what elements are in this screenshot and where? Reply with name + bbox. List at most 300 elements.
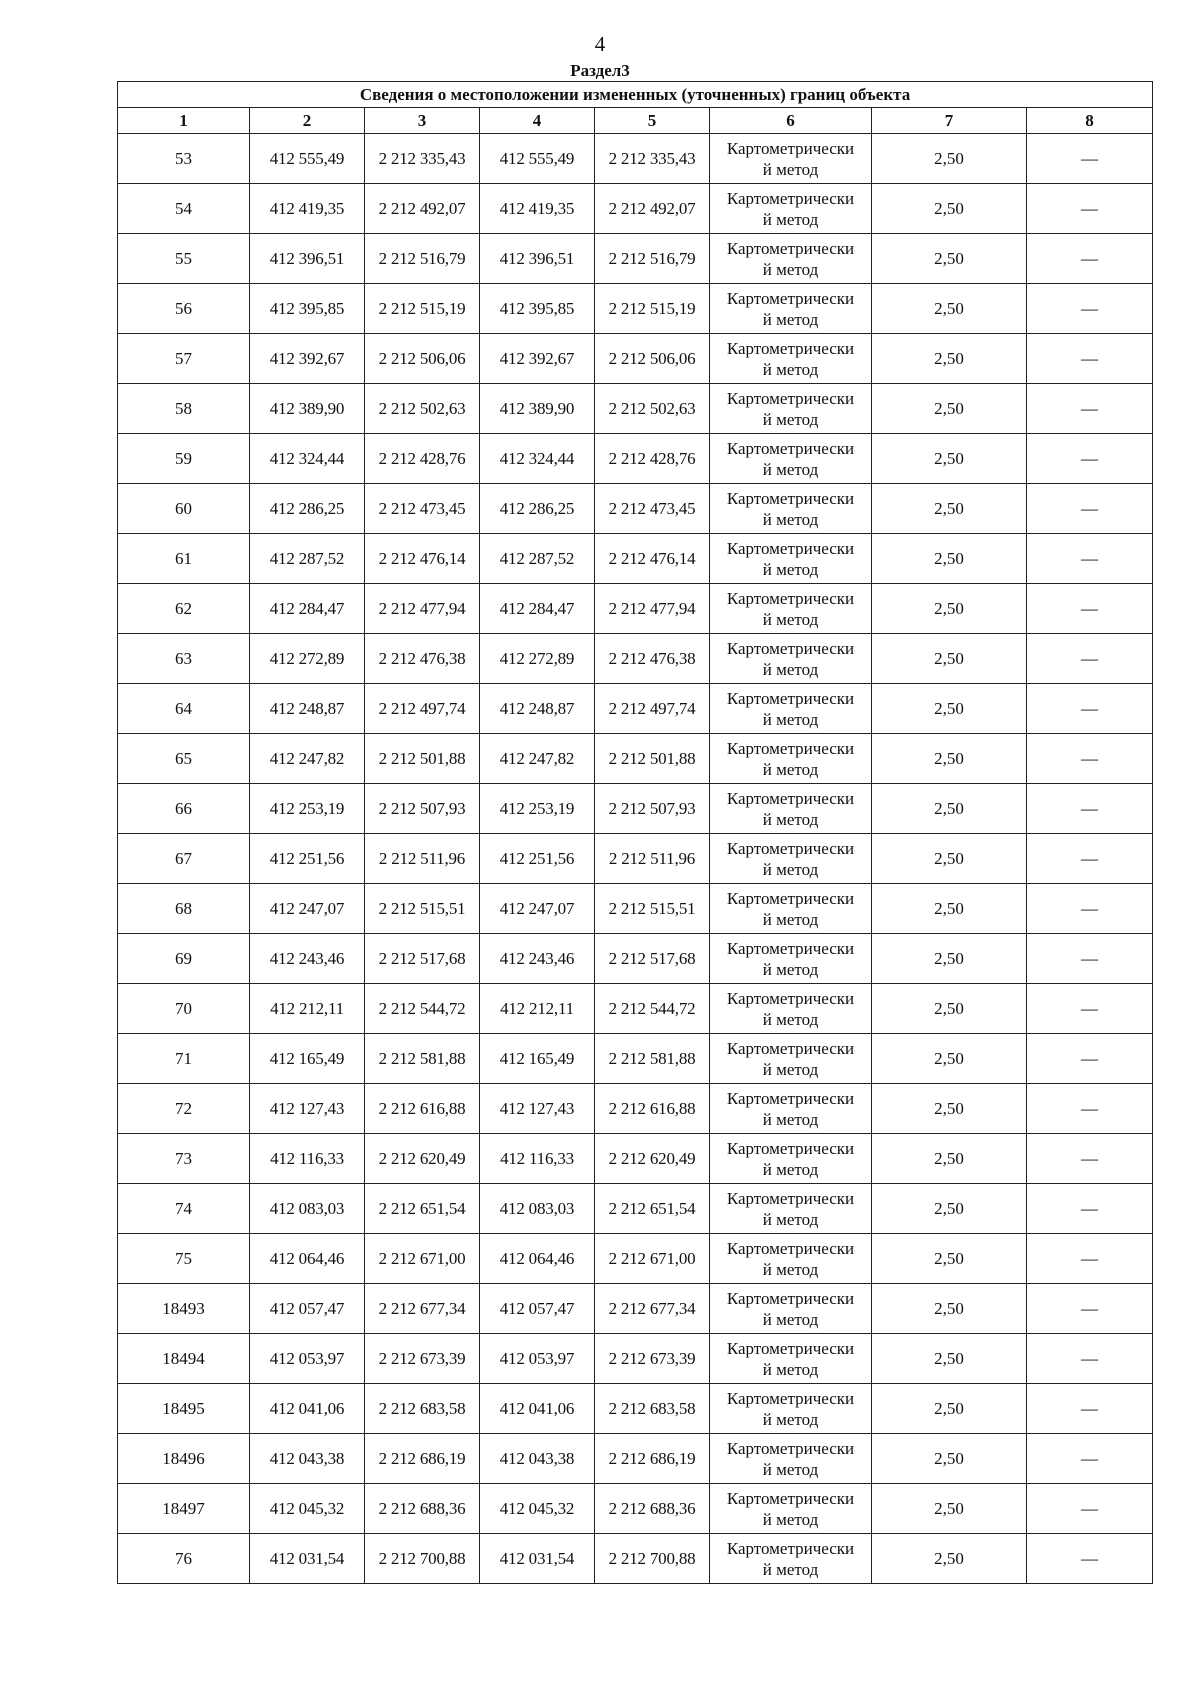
y-new-cell: 2 212 507,93 <box>595 784 710 834</box>
accuracy-cell: 2,50 <box>872 834 1027 884</box>
x-old-cell: 412 253,19 <box>250 784 365 834</box>
method-text-line: Картометрически <box>726 488 855 508</box>
note-cell: — <box>1027 384 1153 434</box>
y-old-cell: 2 212 428,76 <box>365 434 480 484</box>
note-cell: — <box>1027 434 1153 484</box>
note-cell: — <box>1027 1084 1153 1134</box>
method-cell <box>710 1184 872 1234</box>
method-text-line: Картометрически <box>726 1388 855 1408</box>
table-row <box>118 884 1153 934</box>
method-text-line: Картометрически <box>726 788 855 808</box>
note-cell: — <box>1027 134 1153 184</box>
table-row <box>118 1384 1153 1434</box>
y-old-cell: 2 212 335,43 <box>365 134 480 184</box>
x-new-cell: 412 057,47 <box>480 1284 595 1334</box>
y-new-cell: 2 212 515,51 <box>595 884 710 934</box>
x-new-cell: 412 389,90 <box>480 384 595 434</box>
method-cell <box>710 684 872 734</box>
column-header: 6 <box>710 108 872 134</box>
x-new-cell: 412 248,87 <box>480 684 595 734</box>
method-text-line: й метод <box>762 1309 819 1329</box>
y-old-cell: 2 212 673,39 <box>365 1334 480 1384</box>
x-old-cell: 412 243,46 <box>250 934 365 984</box>
y-new-cell: 2 212 620,49 <box>595 1134 710 1184</box>
method-cell <box>710 434 872 484</box>
y-new-cell: 2 212 335,43 <box>595 134 710 184</box>
accuracy-cell: 2,50 <box>872 134 1027 184</box>
y-new-cell: 2 212 700,88 <box>595 1534 710 1584</box>
note-cell: — <box>1027 1284 1153 1334</box>
note-cell: — <box>1027 1034 1153 1084</box>
note-cell: — <box>1027 684 1153 734</box>
method-text-line: Картометрически <box>726 1538 855 1558</box>
accuracy-cell: 2,50 <box>872 1234 1027 1284</box>
method-cell <box>710 334 872 384</box>
accuracy-cell: 2,50 <box>872 484 1027 534</box>
y-old-cell: 2 212 506,06 <box>365 334 480 384</box>
x-new-cell: 412 395,85 <box>480 284 595 334</box>
note-cell: — <box>1027 634 1153 684</box>
x-new-cell: 412 247,82 <box>480 734 595 784</box>
y-old-cell: 2 212 515,51 <box>365 884 480 934</box>
method-text-line: Картометрически <box>726 188 855 208</box>
y-old-cell: 2 212 515,19 <box>365 284 480 334</box>
x-new-cell: 412 041,06 <box>480 1384 595 1434</box>
method-text-line: й метод <box>762 759 819 779</box>
accuracy-cell: 2,50 <box>872 1134 1027 1184</box>
point-number-cell: 61 <box>118 534 250 584</box>
accuracy-cell: 2,50 <box>872 734 1027 784</box>
y-new-cell: 2 212 677,34 <box>595 1284 710 1334</box>
method-text-line: й метод <box>762 1359 819 1379</box>
point-number-cell: 54 <box>118 184 250 234</box>
method-text-line: Картометрически <box>726 1488 855 1508</box>
method-cell <box>710 1234 872 1284</box>
x-new-cell: 412 083,03 <box>480 1184 595 1234</box>
y-new-cell: 2 212 515,19 <box>595 284 710 334</box>
table-row <box>118 134 1153 184</box>
method-text-line: Картометрически <box>726 388 855 408</box>
x-old-cell: 412 031,54 <box>250 1534 365 1584</box>
point-number-cell: 53 <box>118 134 250 184</box>
x-new-cell: 412 253,19 <box>480 784 595 834</box>
x-old-cell: 412 064,46 <box>250 1234 365 1284</box>
table-body <box>118 134 1153 1584</box>
note-cell: — <box>1027 1434 1153 1484</box>
y-new-cell: 2 212 497,74 <box>595 684 710 734</box>
note-cell: — <box>1027 484 1153 534</box>
method-text-line: й метод <box>762 159 819 179</box>
y-new-cell: 2 212 502,63 <box>595 384 710 434</box>
x-old-cell: 412 251,56 <box>250 834 365 884</box>
y-old-cell: 2 212 651,54 <box>365 1184 480 1234</box>
method-text-line: й метод <box>762 509 819 529</box>
method-cell <box>710 134 872 184</box>
y-old-cell: 2 212 476,14 <box>365 534 480 584</box>
x-old-cell: 412 555,49 <box>250 134 365 184</box>
point-number-cell: 69 <box>118 934 250 984</box>
y-new-cell: 2 212 517,68 <box>595 934 710 984</box>
x-new-cell: 412 247,07 <box>480 884 595 934</box>
x-old-cell: 412 324,44 <box>250 434 365 484</box>
y-new-cell: 2 212 501,88 <box>595 734 710 784</box>
method-text-line: й метод <box>762 909 819 929</box>
x-old-cell: 412 395,85 <box>250 284 365 334</box>
point-number-cell: 57 <box>118 334 250 384</box>
point-number-cell: 18496 <box>118 1434 250 1484</box>
method-text-line: Картометрически <box>726 1138 855 1158</box>
accuracy-cell: 2,50 <box>872 384 1027 434</box>
method-text-line: Картометрически <box>726 1088 855 1108</box>
table-row <box>118 934 1153 984</box>
x-old-cell: 412 212,11 <box>250 984 365 1034</box>
method-text-line: Картометрически <box>726 1288 855 1308</box>
method-cell <box>710 1384 872 1434</box>
y-new-cell: 2 212 428,76 <box>595 434 710 484</box>
accuracy-cell: 2,50 <box>872 434 1027 484</box>
column-header: 4 <box>480 108 595 134</box>
point-number-cell: 64 <box>118 684 250 734</box>
point-number-cell: 72 <box>118 1084 250 1134</box>
point-number-cell: 58 <box>118 384 250 434</box>
method-text-line: Картометрически <box>726 688 855 708</box>
point-number-cell: 18494 <box>118 1334 250 1384</box>
accuracy-cell: 2,50 <box>872 634 1027 684</box>
table-caption: Сведения о местоположении измененных (уточненных) границ объекта <box>118 82 1153 108</box>
table-row <box>118 334 1153 384</box>
note-cell: — <box>1027 834 1153 884</box>
accuracy-cell: 2,50 <box>872 284 1027 334</box>
table-row <box>118 534 1153 584</box>
method-text-line: й метод <box>762 1159 819 1179</box>
y-new-cell: 2 212 616,88 <box>595 1084 710 1134</box>
point-number-cell: 65 <box>118 734 250 784</box>
method-cell <box>710 984 872 1034</box>
method-text-line: Картометрически <box>726 538 855 558</box>
method-cell <box>710 234 872 284</box>
y-old-cell: 2 212 688,36 <box>365 1484 480 1534</box>
point-number-cell: 18497 <box>118 1484 250 1534</box>
x-new-cell: 412 251,56 <box>480 834 595 884</box>
note-cell: — <box>1027 984 1153 1034</box>
table-row <box>118 484 1153 534</box>
accuracy-cell: 2,50 <box>872 184 1027 234</box>
table-row <box>118 634 1153 684</box>
method-cell <box>710 784 872 834</box>
x-new-cell: 412 272,89 <box>480 634 595 684</box>
method-cell <box>710 284 872 334</box>
table-row <box>118 184 1153 234</box>
point-number-cell: 75 <box>118 1234 250 1284</box>
method-cell <box>710 484 872 534</box>
y-old-cell: 2 212 516,79 <box>365 234 480 284</box>
y-old-cell: 2 212 616,88 <box>365 1084 480 1134</box>
method-cell <box>710 834 872 884</box>
method-cell <box>710 734 872 784</box>
y-old-cell: 2 212 502,63 <box>365 384 480 434</box>
method-cell <box>710 634 872 684</box>
y-old-cell: 2 212 620,49 <box>365 1134 480 1184</box>
accuracy-cell: 2,50 <box>872 784 1027 834</box>
accuracy-cell: 2,50 <box>872 1034 1027 1084</box>
method-cell <box>710 1084 872 1134</box>
method-text-line: й метод <box>762 559 819 579</box>
x-old-cell: 412 284,47 <box>250 584 365 634</box>
point-number-cell: 56 <box>118 284 250 334</box>
x-new-cell: 412 045,32 <box>480 1484 595 1534</box>
x-new-cell: 412 287,52 <box>480 534 595 584</box>
x-old-cell: 412 165,49 <box>250 1034 365 1084</box>
note-cell: — <box>1027 584 1153 634</box>
point-number-cell: 18493 <box>118 1284 250 1334</box>
y-old-cell: 2 212 677,34 <box>365 1284 480 1334</box>
accuracy-cell: 2,50 <box>872 534 1027 584</box>
point-number-cell: 60 <box>118 484 250 534</box>
method-cell <box>710 384 872 434</box>
point-number-cell: 63 <box>118 634 250 684</box>
method-text-line: Картометрически <box>726 1438 855 1458</box>
y-old-cell: 2 212 476,38 <box>365 634 480 684</box>
x-old-cell: 412 043,38 <box>250 1434 365 1484</box>
x-old-cell: 412 396,51 <box>250 234 365 284</box>
section-title: Раздел3 <box>570 61 630 80</box>
x-new-cell: 412 127,43 <box>480 1084 595 1134</box>
x-new-cell: 412 053,97 <box>480 1334 595 1384</box>
table-row <box>118 1034 1153 1084</box>
x-old-cell: 412 389,90 <box>250 384 365 434</box>
x-new-cell: 412 324,44 <box>480 434 595 484</box>
table-header-row <box>118 108 1153 134</box>
method-text-line: Картометрически <box>726 138 855 158</box>
y-old-cell: 2 212 700,88 <box>365 1534 480 1584</box>
y-new-cell: 2 212 476,14 <box>595 534 710 584</box>
method-cell <box>710 584 872 634</box>
column-header: 3 <box>365 108 480 134</box>
accuracy-cell: 2,50 <box>872 1484 1027 1534</box>
table-row <box>118 1484 1153 1534</box>
table-row <box>118 434 1153 484</box>
method-text-line: Картометрически <box>726 838 855 858</box>
note-cell: — <box>1027 1334 1153 1384</box>
table-row <box>118 1284 1153 1334</box>
note-cell: — <box>1027 234 1153 284</box>
point-number-cell: 74 <box>118 1184 250 1234</box>
accuracy-cell: 2,50 <box>872 1334 1027 1384</box>
x-old-cell: 412 247,82 <box>250 734 365 784</box>
method-text-line: Картометрически <box>726 638 855 658</box>
y-new-cell: 2 212 688,36 <box>595 1484 710 1534</box>
x-old-cell: 412 248,87 <box>250 684 365 734</box>
x-old-cell: 412 045,32 <box>250 1484 365 1534</box>
x-new-cell: 412 064,46 <box>480 1234 595 1284</box>
column-header: 2 <box>250 108 365 134</box>
method-text-line: Картометрически <box>726 288 855 308</box>
method-cell <box>710 1534 872 1584</box>
x-new-cell: 412 212,11 <box>480 984 595 1034</box>
table-row <box>118 784 1153 834</box>
column-header: 8 <box>1027 108 1153 134</box>
accuracy-cell: 2,50 <box>872 584 1027 634</box>
x-new-cell: 412 284,47 <box>480 584 595 634</box>
method-text-line: й метод <box>762 309 819 329</box>
point-number-cell: 68 <box>118 884 250 934</box>
method-text-line: й метод <box>762 409 819 429</box>
method-text-line: й метод <box>762 809 819 829</box>
table-row <box>118 1084 1153 1134</box>
table-row <box>118 384 1153 434</box>
accuracy-cell: 2,50 <box>872 684 1027 734</box>
y-old-cell: 2 212 507,93 <box>365 784 480 834</box>
accuracy-cell: 2,50 <box>872 1284 1027 1334</box>
method-text-line: Картометрически <box>726 238 855 258</box>
y-new-cell: 2 212 516,79 <box>595 234 710 284</box>
method-text-line: Картометрически <box>726 1338 855 1358</box>
point-number-cell: 73 <box>118 1134 250 1184</box>
method-cell <box>710 184 872 234</box>
method-text-line: Картометрически <box>726 938 855 958</box>
y-old-cell: 2 212 501,88 <box>365 734 480 784</box>
note-cell: — <box>1027 884 1153 934</box>
y-new-cell: 2 212 683,58 <box>595 1384 710 1434</box>
method-text-line: Картометрически <box>726 1188 855 1208</box>
y-new-cell: 2 212 581,88 <box>595 1034 710 1084</box>
table-row <box>118 1184 1153 1234</box>
accuracy-cell: 2,50 <box>872 884 1027 934</box>
method-text-line: Картометрически <box>726 338 855 358</box>
method-text-line: й метод <box>762 1559 819 1579</box>
method-text-line: Картометрически <box>726 988 855 1008</box>
x-new-cell: 412 392,67 <box>480 334 595 384</box>
method-cell <box>710 1134 872 1184</box>
note-cell: — <box>1027 784 1153 834</box>
x-new-cell: 412 555,49 <box>480 134 595 184</box>
method-text-line: й метод <box>762 659 819 679</box>
method-cell <box>710 934 872 984</box>
accuracy-cell: 2,50 <box>872 1184 1027 1234</box>
method-text-line: й метод <box>762 1109 819 1129</box>
table-row <box>118 1434 1153 1484</box>
column-header: 7 <box>872 108 1027 134</box>
method-text-line: й метод <box>762 1009 819 1029</box>
x-new-cell: 412 116,33 <box>480 1134 595 1184</box>
x-new-cell: 412 165,49 <box>480 1034 595 1084</box>
accuracy-cell: 2,50 <box>872 234 1027 284</box>
table-row <box>118 1234 1153 1284</box>
note-cell: — <box>1027 184 1153 234</box>
y-old-cell: 2 212 511,96 <box>365 834 480 884</box>
method-text-line: й метод <box>762 709 819 729</box>
method-text-line: Картометрически <box>726 588 855 608</box>
x-old-cell: 412 116,33 <box>250 1134 365 1184</box>
y-new-cell: 2 212 477,94 <box>595 584 710 634</box>
table-caption-row <box>118 82 1153 108</box>
method-text-line: й метод <box>762 259 819 279</box>
x-new-cell: 412 243,46 <box>480 934 595 984</box>
x-old-cell: 412 419,35 <box>250 184 365 234</box>
point-number-cell: 67 <box>118 834 250 884</box>
y-new-cell: 2 212 651,54 <box>595 1184 710 1234</box>
note-cell: — <box>1027 934 1153 984</box>
accuracy-cell: 2,50 <box>872 1534 1027 1584</box>
point-number-cell: 55 <box>118 234 250 284</box>
point-number-cell: 62 <box>118 584 250 634</box>
method-text-line: й метод <box>762 209 819 229</box>
note-cell: — <box>1027 734 1153 784</box>
y-old-cell: 2 212 671,00 <box>365 1234 480 1284</box>
accuracy-cell: 2,50 <box>872 934 1027 984</box>
y-new-cell: 2 212 476,38 <box>595 634 710 684</box>
x-new-cell: 412 043,38 <box>480 1434 595 1484</box>
x-old-cell: 412 057,47 <box>250 1284 365 1334</box>
x-new-cell: 412 396,51 <box>480 234 595 284</box>
column-header: 1 <box>118 108 250 134</box>
note-cell: — <box>1027 1484 1153 1534</box>
method-text-line: й метод <box>762 459 819 479</box>
column-header: 5 <box>595 108 710 134</box>
point-number-cell: 76 <box>118 1534 250 1584</box>
method-cell <box>710 1334 872 1384</box>
method-text-line: й метод <box>762 359 819 379</box>
y-old-cell: 2 212 477,94 <box>365 584 480 634</box>
method-text-line: й метод <box>762 859 819 879</box>
note-cell: — <box>1027 284 1153 334</box>
y-old-cell: 2 212 686,19 <box>365 1434 480 1484</box>
table-row <box>118 734 1153 784</box>
y-new-cell: 2 212 673,39 <box>595 1334 710 1384</box>
method-cell <box>710 1484 872 1534</box>
point-number-cell: 66 <box>118 784 250 834</box>
method-text-line: Картометрически <box>726 888 855 908</box>
coordinates-table <box>117 81 1153 1584</box>
note-cell: — <box>1027 1134 1153 1184</box>
x-old-cell: 412 286,25 <box>250 484 365 534</box>
accuracy-cell: 2,50 <box>872 984 1027 1034</box>
x-old-cell: 412 392,67 <box>250 334 365 384</box>
accuracy-cell: 2,50 <box>872 1434 1027 1484</box>
y-new-cell: 2 212 671,00 <box>595 1234 710 1284</box>
method-text-line: Картометрически <box>726 1038 855 1058</box>
method-cell <box>710 1034 872 1084</box>
y-old-cell: 2 212 683,58 <box>365 1384 480 1434</box>
x-old-cell: 412 127,43 <box>250 1084 365 1134</box>
method-text-line: й метод <box>762 1259 819 1279</box>
point-number-cell: 18495 <box>118 1384 250 1434</box>
x-old-cell: 412 041,06 <box>250 1384 365 1434</box>
x-new-cell: 412 286,25 <box>480 484 595 534</box>
y-old-cell: 2 212 497,74 <box>365 684 480 734</box>
method-text-line: Картометрически <box>726 1238 855 1258</box>
table-row <box>118 984 1153 1034</box>
method-cell <box>710 1284 872 1334</box>
point-number-cell: 59 <box>118 434 250 484</box>
x-old-cell: 412 287,52 <box>250 534 365 584</box>
method-cell <box>710 534 872 584</box>
accuracy-cell: 2,50 <box>872 1084 1027 1134</box>
y-old-cell: 2 212 492,07 <box>365 184 480 234</box>
note-cell: — <box>1027 1184 1153 1234</box>
x-old-cell: 412 272,89 <box>250 634 365 684</box>
method-text-line: й метод <box>762 1409 819 1429</box>
y-new-cell: 2 212 544,72 <box>595 984 710 1034</box>
method-cell <box>710 884 872 934</box>
x-new-cell: 412 031,54 <box>480 1534 595 1584</box>
note-cell: — <box>1027 1234 1153 1284</box>
note-cell: — <box>1027 534 1153 584</box>
accuracy-cell: 2,50 <box>872 334 1027 384</box>
method-cell <box>710 1434 872 1484</box>
y-new-cell: 2 212 492,07 <box>595 184 710 234</box>
x-old-cell: 412 247,07 <box>250 884 365 934</box>
